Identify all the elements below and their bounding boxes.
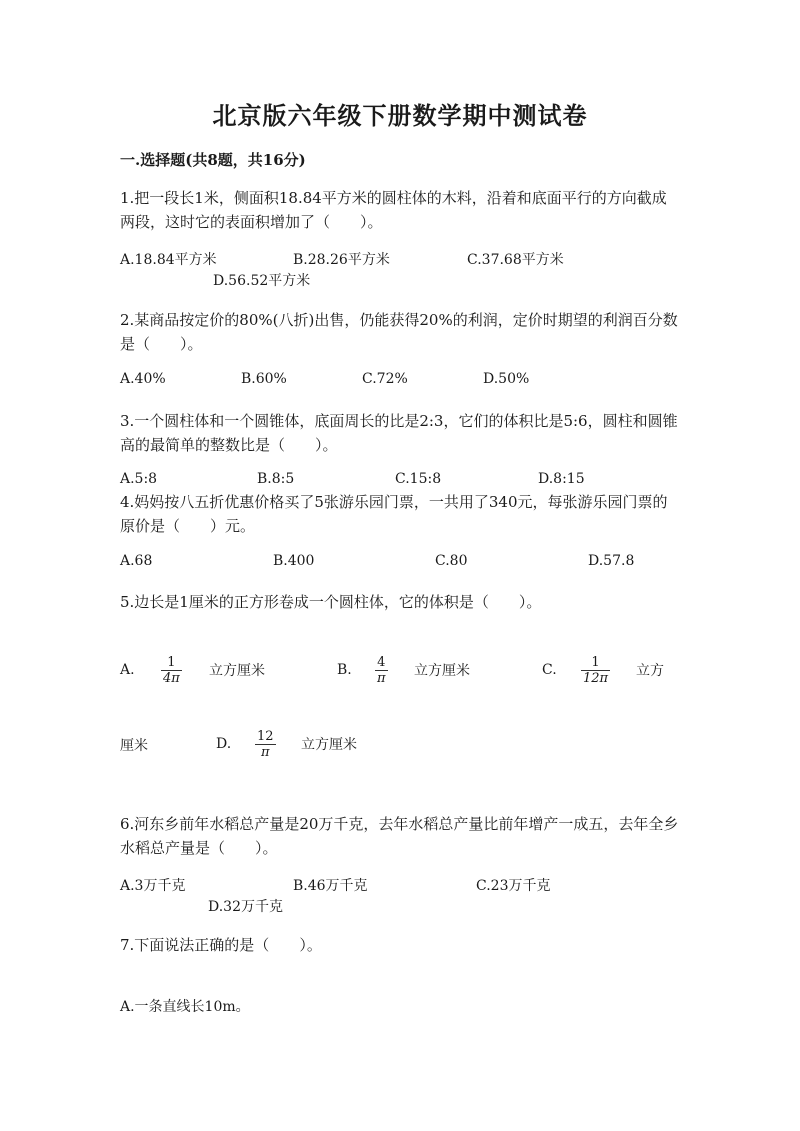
q1-option-a[interactable]: A.18.84平方米 <box>120 252 217 268</box>
q5-option-c-unit-wrap: 厘米 <box>120 738 148 754</box>
q6-option-c[interactable]: C.23万千克 <box>476 878 551 894</box>
q3-option-c[interactable]: C.15:8 <box>395 471 442 487</box>
q3-option-a[interactable]: A.5:8 <box>120 471 158 487</box>
q6-option-b[interactable]: B.46万千克 <box>293 878 368 894</box>
q7-option-a[interactable]: A.一条直线长10m。 <box>120 999 250 1015</box>
q6-option-a[interactable]: A.3万千克 <box>120 878 186 894</box>
q5-option-d-letter[interactable]: D. <box>216 736 232 752</box>
q2-option-d[interactable]: D.50% <box>483 371 530 387</box>
page-title: 北京版六年级下册数学期中测试卷 <box>212 101 588 130</box>
question-5-text: 5.边长是1厘米的正方形卷成一个圆柱体，它的体积是（ ）。 <box>120 593 542 611</box>
q2-option-b[interactable]: B.60% <box>241 371 287 387</box>
q2-option-c[interactable]: C.72% <box>362 371 408 387</box>
fraction-denominator: π <box>377 671 386 686</box>
fraction-denominator: 4π <box>163 671 180 686</box>
q3-option-d[interactable]: D.8:15 <box>538 471 585 487</box>
q5-option-c-letter[interactable]: C. <box>542 662 557 678</box>
fraction-numerator: 4 <box>375 655 388 671</box>
q4-option-c[interactable]: C.80 <box>435 553 468 569</box>
fraction-numerator: 1 <box>161 655 182 671</box>
fraction-numerator: 12 <box>257 729 274 744</box>
q5-option-d-fraction[interactable] <box>255 729 276 760</box>
q5-option-a-fraction[interactable] <box>161 655 182 686</box>
fraction-numerator: 1 <box>581 655 610 671</box>
q1-option-d[interactable]: D.56.52平方米 <box>213 273 311 289</box>
q4-option-d[interactable]: D.57.8 <box>588 553 635 569</box>
q5-option-b-unit: 立方厘米 <box>414 663 470 679</box>
section-heading: 一.选择题(共8题，共16分) <box>120 151 306 169</box>
fraction-denominator: 12π <box>583 671 609 686</box>
q4-option-a[interactable]: A.68 <box>120 553 153 569</box>
question-2-text: 2.某商品按定价的80%(八折)出售，仍能获得20%的利润，定价时期望的利润百分数是（ ）。 <box>120 311 678 353</box>
q5-option-c-fraction[interactable] <box>581 655 610 686</box>
question-1-text: 1.把一段长1米，侧面积18.84平方米的圆柱体的木料，沿着和底面平行的方向截成两段，这时它的表面积增加了（ ）。 <box>120 189 667 231</box>
q5-option-b-fraction[interactable] <box>375 655 388 686</box>
question-4-text: 4.妈妈按八五折优惠价格买了5张游乐园门票，一共用了340元，每张游乐园门票的原价是（ ）元。 <box>120 493 668 535</box>
q2-option-a[interactable]: A.40% <box>120 371 166 387</box>
q4-option-b[interactable]: B.400 <box>273 553 315 569</box>
fraction-denominator: π <box>261 745 270 760</box>
q5-option-a-letter[interactable]: A. <box>120 662 135 678</box>
q1-option-c[interactable]: C.37.68平方米 <box>467 252 564 268</box>
question-6-text: 6.河东乡前年水稻总产量是20万千克，去年水稻总产量比前年增产一成五，去年全乡水稻总产量是（ ）。 <box>120 815 679 857</box>
q3-option-b[interactable]: B.8:5 <box>257 471 295 487</box>
q5-option-b-letter[interactable]: B. <box>337 662 352 678</box>
question-3-text: 3.一个圆柱体和一个圆锥体，底面周长的比是2:3，它们的体积比是5:6，圆柱和圆锥高的最简单的整数比是（ ）。 <box>120 412 678 454</box>
q5-option-c-unit: 立方 <box>636 663 664 679</box>
q5-option-a-unit: 立方厘米 <box>209 663 265 679</box>
q1-option-b[interactable]: B.28.26平方米 <box>293 252 390 268</box>
q5-option-d-unit: 立方厘米 <box>301 737 357 753</box>
question-7-text: 7.下面说法正确的是（ ）。 <box>120 936 322 954</box>
q6-option-d[interactable]: D.32万千克 <box>208 899 283 915</box>
